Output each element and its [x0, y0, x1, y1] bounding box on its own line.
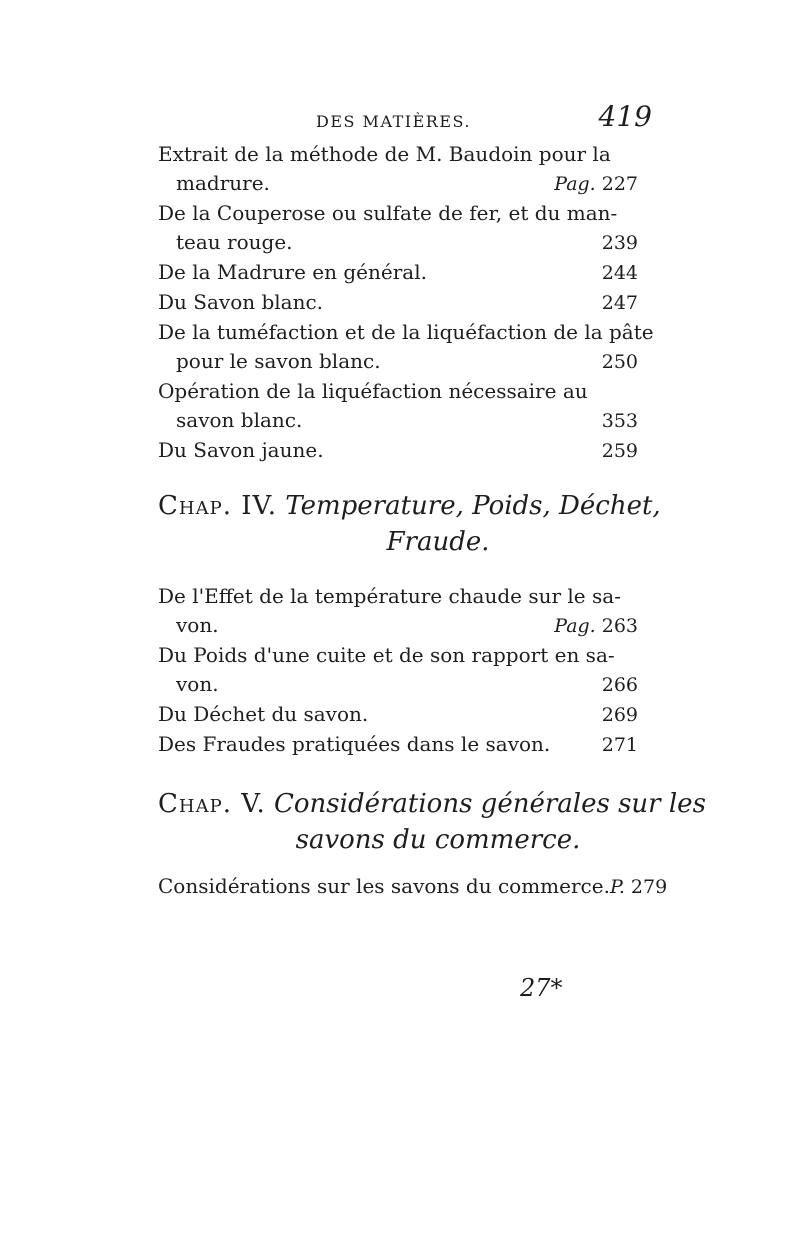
- toc-entry: [158, 582, 638, 641]
- entry-text-cont: pour le savon blanc.: [176, 349, 381, 373]
- chapter-v-heading: [158, 786, 706, 858]
- entry-text-cont: savon blanc.: [176, 408, 303, 432]
- chapter-title: Temperature, Poids, Déchet,: [285, 491, 661, 521]
- pag-label: P.: [609, 876, 625, 898]
- running-title: DES MATIÈRES.: [316, 112, 471, 131]
- running-header: [158, 100, 654, 144]
- entry-page: 271: [601, 734, 638, 756]
- entry-text: Du Savon blanc.: [158, 290, 324, 314]
- entry-text-cont: von.: [176, 672, 219, 696]
- entry-text: Du Déchet du savon.: [158, 702, 369, 726]
- chapter-title-cont: Fraude.: [386, 527, 490, 557]
- entry-text-cont: madrure.: [176, 171, 270, 195]
- signature-mark: 27*: [520, 974, 563, 1002]
- entry-page: 250: [601, 351, 638, 373]
- entry-page: 266: [601, 674, 638, 696]
- chapter-label: Chap. IV.: [158, 491, 277, 521]
- entry-page: 239: [601, 232, 638, 254]
- toc-entry: [158, 377, 638, 436]
- entry-text: Extrait de la méthode de M. Baudoin pour la: [158, 142, 611, 166]
- toc-entry: [158, 700, 638, 730]
- entry-text: De la Madrure en général.: [158, 260, 427, 284]
- entry-text: De la Couperose ou sulfate de fer, et du man-: [158, 201, 618, 225]
- entry-page: 353: [601, 410, 638, 432]
- entry-text: Du Poids d'une cuite et de son rapport en sa-: [158, 643, 615, 667]
- toc-entry: [158, 872, 668, 902]
- entry-text: Considérations sur les savons du commerce.: [158, 874, 610, 898]
- toc-entry: [158, 730, 638, 760]
- toc-entry: [158, 436, 638, 466]
- toc-entry: [158, 258, 638, 288]
- toc-entry: [158, 288, 638, 318]
- entry-page: 227: [601, 173, 638, 195]
- entry-text: Opération de la liquéfaction nécessaire au: [158, 379, 588, 403]
- pag-label: Pag.: [554, 615, 596, 637]
- chapter-iv-heading: [158, 488, 661, 560]
- toc-entry: [158, 641, 638, 700]
- toc-entry: [158, 318, 654, 377]
- entry-page: 259: [601, 440, 638, 462]
- entry-page: 269: [601, 704, 638, 726]
- entry-text: Du Savon jaune.: [158, 438, 324, 462]
- entry-page: 263: [601, 615, 638, 637]
- entry-text: Des Fraudes pratiquées dans le savon.: [158, 732, 551, 756]
- entry-page: 247: [601, 292, 638, 314]
- toc-section-b: [158, 582, 638, 760]
- toc-section-c: [158, 872, 668, 902]
- entry-text: De l'Effet de la température chaude sur le sa-: [158, 584, 621, 608]
- entry-text-cont: von.: [176, 613, 219, 637]
- toc-entry: [158, 199, 638, 258]
- chapter-title: Considérations générales sur les: [274, 789, 706, 819]
- entry-text: De la tuméfaction et de la liquéfaction de la pâte: [158, 320, 654, 344]
- entry-page: 244: [601, 262, 638, 284]
- chapter-label: Chap. V.: [158, 789, 266, 819]
- entry-text-cont: teau rouge.: [176, 230, 293, 254]
- entry-page: 279: [630, 876, 668, 898]
- toc-section-a: [158, 140, 654, 466]
- page-number: 419: [598, 100, 652, 133]
- pag-label: Pag.: [554, 173, 596, 195]
- toc-entry: [158, 140, 638, 199]
- chapter-title-cont: savons du commerce.: [295, 825, 581, 855]
